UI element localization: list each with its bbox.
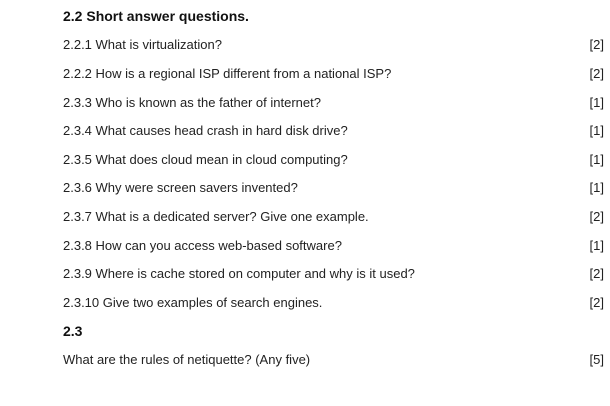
question-marks: [2] [589, 295, 604, 310]
question-text: 2.3.4 What causes head crash in hard disk drive? [63, 123, 348, 138]
question-marks: [1] [589, 123, 604, 138]
question-text: 2.3.5 What does cloud mean in cloud computing? [63, 152, 348, 167]
question-marks: [5] [589, 352, 604, 367]
question-marks: [1] [589, 95, 604, 110]
question-text: 2.3.9 Where is cache stored on computer and why is it used? [63, 266, 415, 281]
question-marks: [2] [589, 209, 604, 224]
question-text: 2.2.1 What is virtualization? [63, 37, 222, 52]
section-heading: 2.2 Short answer questions. [63, 8, 249, 24]
question-text: 2.3.3 Who is known as the father of internet? [63, 95, 321, 110]
section2-heading: 2.3 [63, 323, 83, 339]
question-text: 2.3.8 How can you access web-based software? [63, 238, 342, 253]
question-text: What are the rules of netiquette? (Any five) [63, 352, 311, 367]
question-text: 2.2.2 How is a regional ISP different from a national ISP? [63, 66, 392, 81]
question-marks: [2] [589, 37, 604, 52]
question-marks: [1] [589, 180, 604, 195]
question-text: 2.3.7 What is a dedicated server? Give one example. [63, 209, 369, 224]
question-paper [63, 0, 610, 406]
question-marks: [2] [589, 66, 604, 81]
question-text: 2.3.10 Give two examples of search engines. [63, 295, 323, 310]
question-marks: [1] [589, 238, 604, 253]
question-text: 2.3.6 Why were screen savers invented? [63, 180, 298, 195]
question-marks: [1] [589, 152, 604, 167]
question-marks: [2] [589, 266, 604, 281]
